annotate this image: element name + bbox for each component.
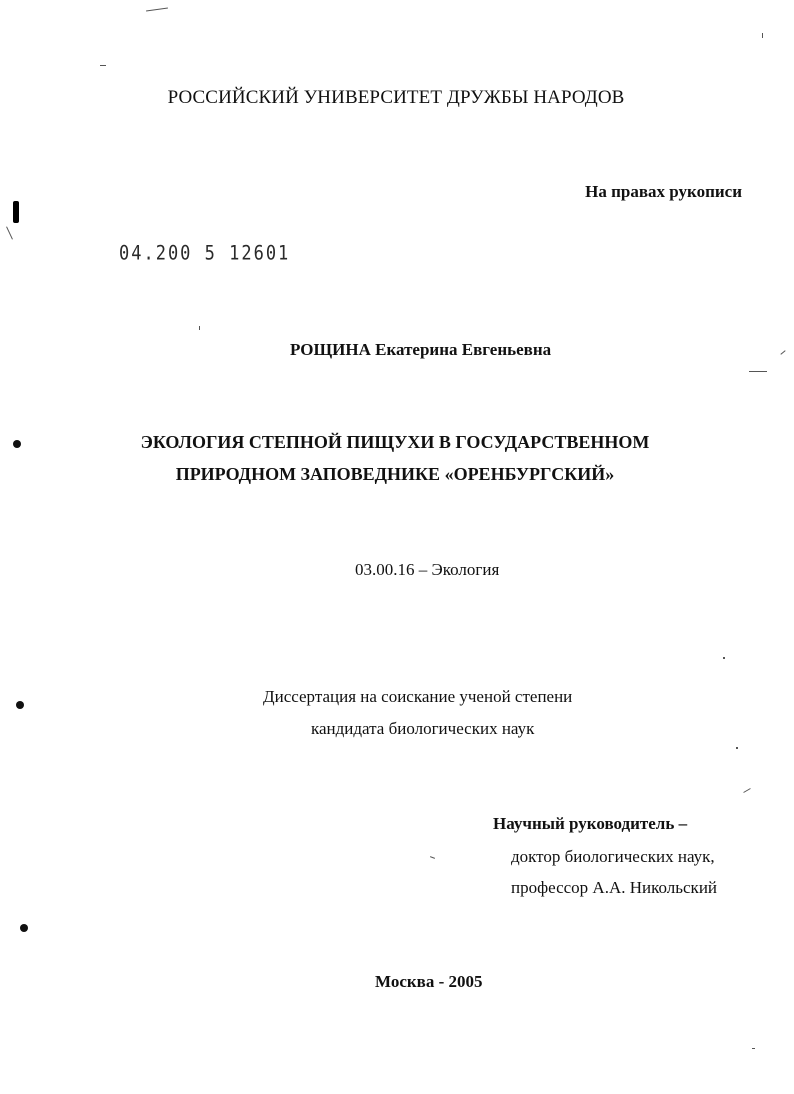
scan-speck (146, 7, 168, 11)
scan-speck (762, 33, 763, 38)
binding-hole-dot (20, 924, 28, 932)
scan-speck (723, 657, 725, 659)
supervisor-label: Научный руководитель – (493, 814, 688, 833)
supervisor-degree: доктор биологических наук, (511, 847, 715, 866)
scan-speck (743, 788, 750, 793)
scan-speck (749, 371, 767, 372)
scan-speck (780, 350, 785, 355)
manuscript-rights-note: На правах рукописи (585, 182, 742, 201)
scan-speck (430, 856, 435, 859)
author-name: РОЩИНА Екатерина Евгеньевна (290, 340, 552, 359)
scan-speck (752, 1048, 755, 1049)
binding-hole-dot (13, 440, 21, 448)
scan-margin-mark (13, 201, 19, 223)
dissertation-statement-line-2: кандидата биологических наук (311, 719, 535, 738)
thesis-title-line-2: ПРИРОДНОМ ЗАПОВЕДНИКЕ «ОРЕНБУРГСКИЙ» (175, 464, 615, 484)
binding-hole-dot (16, 701, 24, 709)
scan-speck (100, 65, 106, 66)
registry-stamp-number: 04.200 5 12601 (119, 242, 291, 266)
specialty-code: 03.00.16 – Экология (355, 560, 500, 579)
university-name: РОССИЙСКИЙ УНИВЕРСИТЕТ ДРУЖБЫ НАРОДОВ (167, 87, 625, 108)
supervisor-name: профессор А.А. Никольский (511, 878, 718, 897)
thesis-title-line-1: ЭКОЛОГИЯ СТЕПНОЙ ПИЩУХИ В ГОСУДАРСТВЕННОМ (140, 432, 650, 452)
dissertation-statement-line-1: Диссертация на соискание ученой степени (263, 687, 573, 706)
scan-speck (736, 747, 738, 749)
scan-speck (199, 326, 200, 330)
city-and-year: Москва - 2005 (375, 972, 483, 991)
scan-margin-mark (6, 226, 13, 239)
